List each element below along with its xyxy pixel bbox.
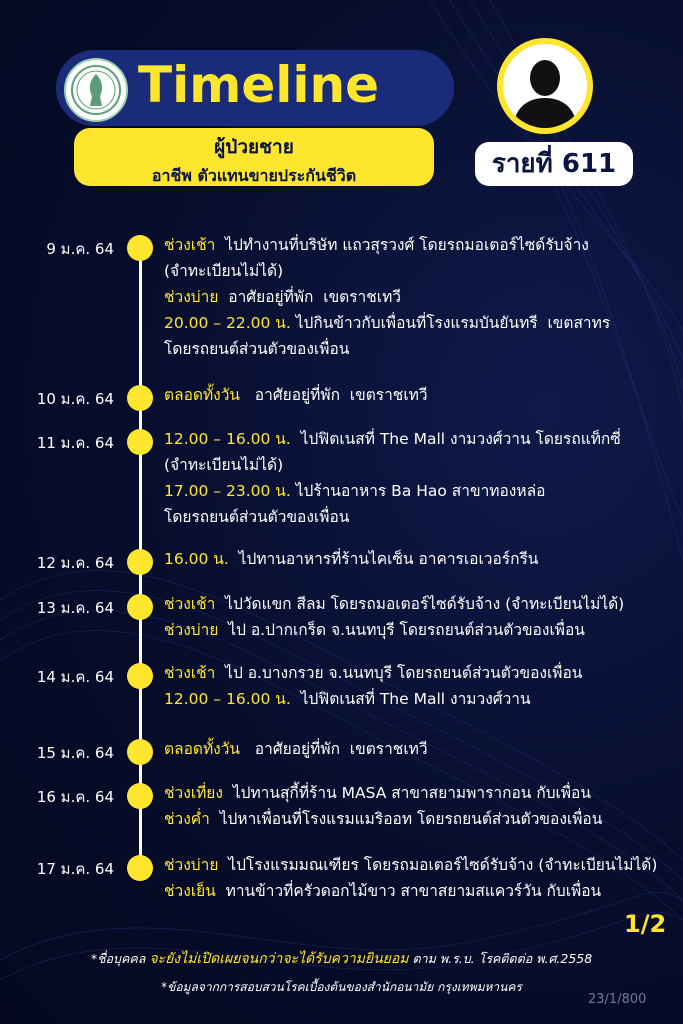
timeline-detail-line [164, 452, 683, 478]
timeline-detail-line [164, 736, 683, 762]
timeline-details [164, 852, 683, 904]
timeline-time-label: ช่วงบ่าย [164, 856, 219, 874]
timeline-details [164, 382, 683, 408]
timeline-date: 10 ม.ค. 64 [36, 390, 114, 408]
patient-occupation: อาชีพ ตัวแทนขายประกันชีวิต [151, 166, 357, 185]
timeline-detail-line [164, 382, 683, 408]
timeline-details [164, 780, 683, 832]
timeline-activity-text: อาศัยอยู่ที่พัก เขตราชเทวี [240, 740, 428, 758]
timeline-detail-line [164, 426, 683, 452]
timeline-detail-line [164, 852, 683, 878]
timeline-activity-text: ทานข้าวที่ครัวดอกไม้ขาว สาขาสยามสแควร์วัน กับเพื่อน [215, 882, 602, 900]
timeline-date: 14 ม.ค. 64 [36, 668, 114, 686]
timeline-dot [127, 385, 153, 411]
timeline-detail-line [164, 546, 683, 572]
avatar [497, 38, 593, 134]
timeline-dot [127, 663, 153, 689]
footnote-privacy-highlight: จะยังไม่เปิดเผยจนกว่าจะได้รับความยินยอม [149, 951, 409, 967]
timeline-activity-text: ไปหาเพื่อนที่โรงแรมแมริออท โดยรถยนต์ส่วนตัวของเพื่อน [209, 810, 603, 828]
timeline-dot [127, 783, 153, 809]
timeline-activity-text: ไปทำงานที่บริษัท แถวสุรวงศ์ โดยรถมอเตอร์ไซด์รับจ้าง [215, 236, 589, 254]
footnote-privacy-suffix: ตาม พ.ร.บ. โรคติดต่อ พ.ศ.2558 [408, 951, 593, 966]
patient-label: ผู้ป่วยชาย [214, 136, 294, 158]
timeline-dot [127, 739, 153, 765]
timeline-detail-line [164, 504, 683, 530]
timeline-activity-text: ไปทานอาหารที่ร้านไคเซ็น อาคารเอเวอร์กรีน [228, 550, 539, 568]
timeline-date: 17 ม.ค. 64 [36, 860, 114, 878]
timeline-dot [127, 549, 153, 575]
timeline-time-label: ช่วงเช้า [164, 595, 216, 613]
timeline-detail-line [164, 878, 683, 904]
timeline-detail-line [164, 806, 683, 832]
timeline-detail-line [164, 232, 683, 258]
timeline-time-label: ช่วงเช้า [164, 664, 216, 682]
timeline-dot [127, 235, 153, 261]
timeline-activity-text: (จำทะเบียนไม่ได้) [164, 262, 284, 280]
timeline-date: 13 ม.ค. 64 [36, 599, 114, 617]
timeline-date: 12 ม.ค. 64 [36, 554, 114, 572]
timeline-date: 9 ม.ค. 64 [46, 240, 114, 258]
timeline-time-label: ช่วงบ่าย [164, 288, 219, 306]
timeline-time-label: ตลอดทั้งวัน [164, 740, 241, 758]
timeline-dot [127, 855, 153, 881]
timeline-details [164, 736, 683, 762]
timeline-activity-text: ไปโรงแรมมณเฑียร โดยรถมอเตอร์ไซด์รับจ้าง (จำทะเบียนไม่ได้) [218, 856, 658, 874]
timeline-activity-text: ไปกินข้าวกับเพื่อนที่โรงแรมบันยันทรี เขตสาทร [290, 314, 611, 332]
timeline-dot [127, 594, 153, 620]
timeline-activity-text: โดยรถยนต์ส่วนตัวของเพื่อน [164, 508, 350, 526]
timeline-activity-text: อาศัยอยู่ที่พัก เขตราชเทวี [240, 386, 428, 404]
page-indicator: 1/2 [624, 910, 667, 938]
timeline-date: 15 ม.ค. 64 [36, 744, 114, 762]
timeline-activity-text: ไปฟิตเนสที่ The Mall งามวงศ์วาน [290, 690, 531, 708]
timeline-time-label: ช่วงค่ำ [164, 810, 210, 828]
timeline-details [164, 591, 683, 643]
timeline-activity-text: (จำทะเบียนไม่ได้) [164, 456, 284, 474]
bangkok-seal-logo-icon [64, 58, 128, 122]
timeline-activity-text: โดยรถยนต์ส่วนตัวของเพื่อน [164, 340, 350, 358]
timeline-detail-line [164, 310, 683, 336]
timeline-time-label: 12.00 – 16.00 น. [164, 690, 291, 708]
timeline-activity-text: อาศัยอยู่ที่พัก เขตราชเทวี [218, 288, 402, 306]
timeline-date: 11 ม.ค. 64 [36, 434, 114, 452]
timeline-detail-line [164, 660, 683, 686]
timeline-activity-text: ไปวัดแขก สีลม โดยรถมอเตอร์ไซด์รับจ้าง (จำทะเบียนไม่ได้) [215, 595, 625, 613]
timeline-time-label: ช่วงบ่าย [164, 621, 219, 639]
timeline-time-label: 16.00 น. [164, 550, 229, 568]
timeline-time-label: ช่วงเที่ยง [164, 784, 223, 802]
timeline-dot [127, 429, 153, 455]
footnote-source: *ข้อมูลจากการสอบสวนโรคเบื้องต้นของสำนักอนามัย กรุงเทพมหานคร [161, 980, 522, 994]
timeline-time-label: 12.00 – 16.00 น. [164, 430, 291, 448]
timeline-activity-text: ไป อ.ปากเกร็ด จ.นนทบุรี โดยรถยนต์ส่วนตัวของเพื่อน [218, 621, 585, 639]
footnote-privacy [0, 948, 683, 970]
person-silhouette-icon [503, 44, 587, 128]
timeline-activity-text: ไป อ.บางกรวย จ.นนทบุรี โดยรถยนต์ส่วนตัวของเพื่อน [215, 664, 583, 682]
timeline-time-label: 17.00 – 23.00 น. [164, 482, 291, 500]
timeline-time-label: ตลอดทั้งวัน [164, 386, 241, 404]
page-title: Timeline [138, 56, 380, 114]
timeline-detail-line [164, 336, 683, 362]
timeline-details [164, 546, 683, 572]
timeline-activity-text: ไปทานสุกี้ที่ร้าน MASA สาขาสยามพารากอน กับเพื่อน [222, 784, 591, 802]
timeline-date: 16 ม.ค. 64 [36, 788, 114, 806]
timeline-detail-line [164, 617, 683, 643]
timeline-details [164, 232, 683, 362]
footnote-privacy-prefix: *ชื่อบุคคล [90, 951, 150, 966]
timeline-detail-line [164, 591, 683, 617]
document-stamp: 23/1/800 [588, 992, 647, 1007]
timeline-detail-line [164, 686, 683, 712]
timeline-details [164, 660, 683, 712]
timeline-time-label: 20.00 – 22.00 น. [164, 314, 291, 332]
timeline-activity-text: ไปฟิตเนสที่ The Mall งามวงศ์วาน โดยรถแท็กซี่ [290, 430, 621, 448]
timeline-time-label: ช่วงเย็น [164, 882, 216, 900]
timeline-time-label: ช่วงเช้า [164, 236, 216, 254]
case-number-badge: รายที่ 611 [475, 142, 633, 186]
timeline-details [164, 426, 683, 530]
timeline-detail-line [164, 284, 683, 310]
timeline-detail-line [164, 478, 683, 504]
patient-info-box [74, 128, 434, 186]
timeline-detail-line [164, 780, 683, 806]
timeline-detail-line [164, 258, 683, 284]
timeline-activity-text: ไปร้านอาหาร Ba Hao สาขาทองหล่อ [290, 482, 546, 500]
